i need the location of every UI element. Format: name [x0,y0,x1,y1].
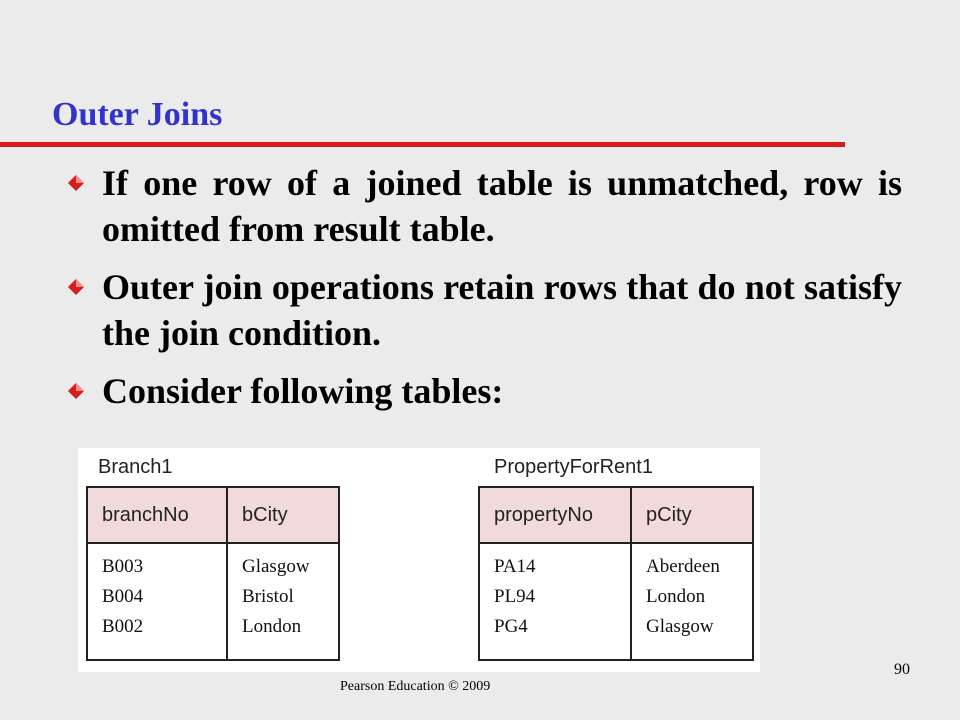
bullet-text: Consider following tables: [102,371,504,411]
table-cell: Aberdeen [646,556,720,577]
column-header: propertyNo [480,488,630,544]
column-header: branchNo [88,488,226,544]
table-cell: London [646,586,706,607]
table-cell: PG4 [494,616,528,637]
copyright-footer: Pearson Education © 2009 [340,679,491,694]
column-header: bCity [228,488,338,544]
bullet-item [66,160,902,252]
propertyforrent1-column-pcity [630,488,752,659]
branch1-table [86,486,340,661]
propertyforrent1-table [478,486,754,661]
table-cell: PA14 [494,556,536,577]
bullet-item [66,368,902,414]
table-cell: B002 [102,616,144,637]
bullet-list [66,160,902,426]
diamond-bullet-icon [68,383,84,399]
column-header: pCity [632,488,752,544]
propertyforrent1-column-propertyno [480,488,630,659]
diamond-bullet-icon [68,175,84,191]
bullet-text: If one row of a joined table is unmatched, row is omitted from result table. [102,163,902,249]
diamond-bullet-icon [68,279,84,295]
table-cell: London [242,616,302,637]
tables-figure [78,448,760,672]
bullet-text: Outer join operations retain rows that do not satisfy the join condition. [102,267,902,353]
page-number: 90 [894,661,910,678]
title-rule [0,142,845,147]
branch1-column-bcity [226,488,338,659]
slide-title: Outer Joins [52,96,223,133]
table-cell: PL94 [494,586,536,607]
table-title-propertyforrent1: PropertyForRent1 [494,456,653,478]
table-cell: Glasgow [242,556,310,577]
table-cell: B003 [102,556,144,577]
table-title-branch1: Branch1 [98,456,173,478]
table-cell: Glasgow [646,616,714,637]
bullet-item [66,264,902,356]
branch1-column-branchno [88,488,226,659]
table-cell: B004 [102,586,144,607]
table-cell: Bristol [242,586,294,607]
